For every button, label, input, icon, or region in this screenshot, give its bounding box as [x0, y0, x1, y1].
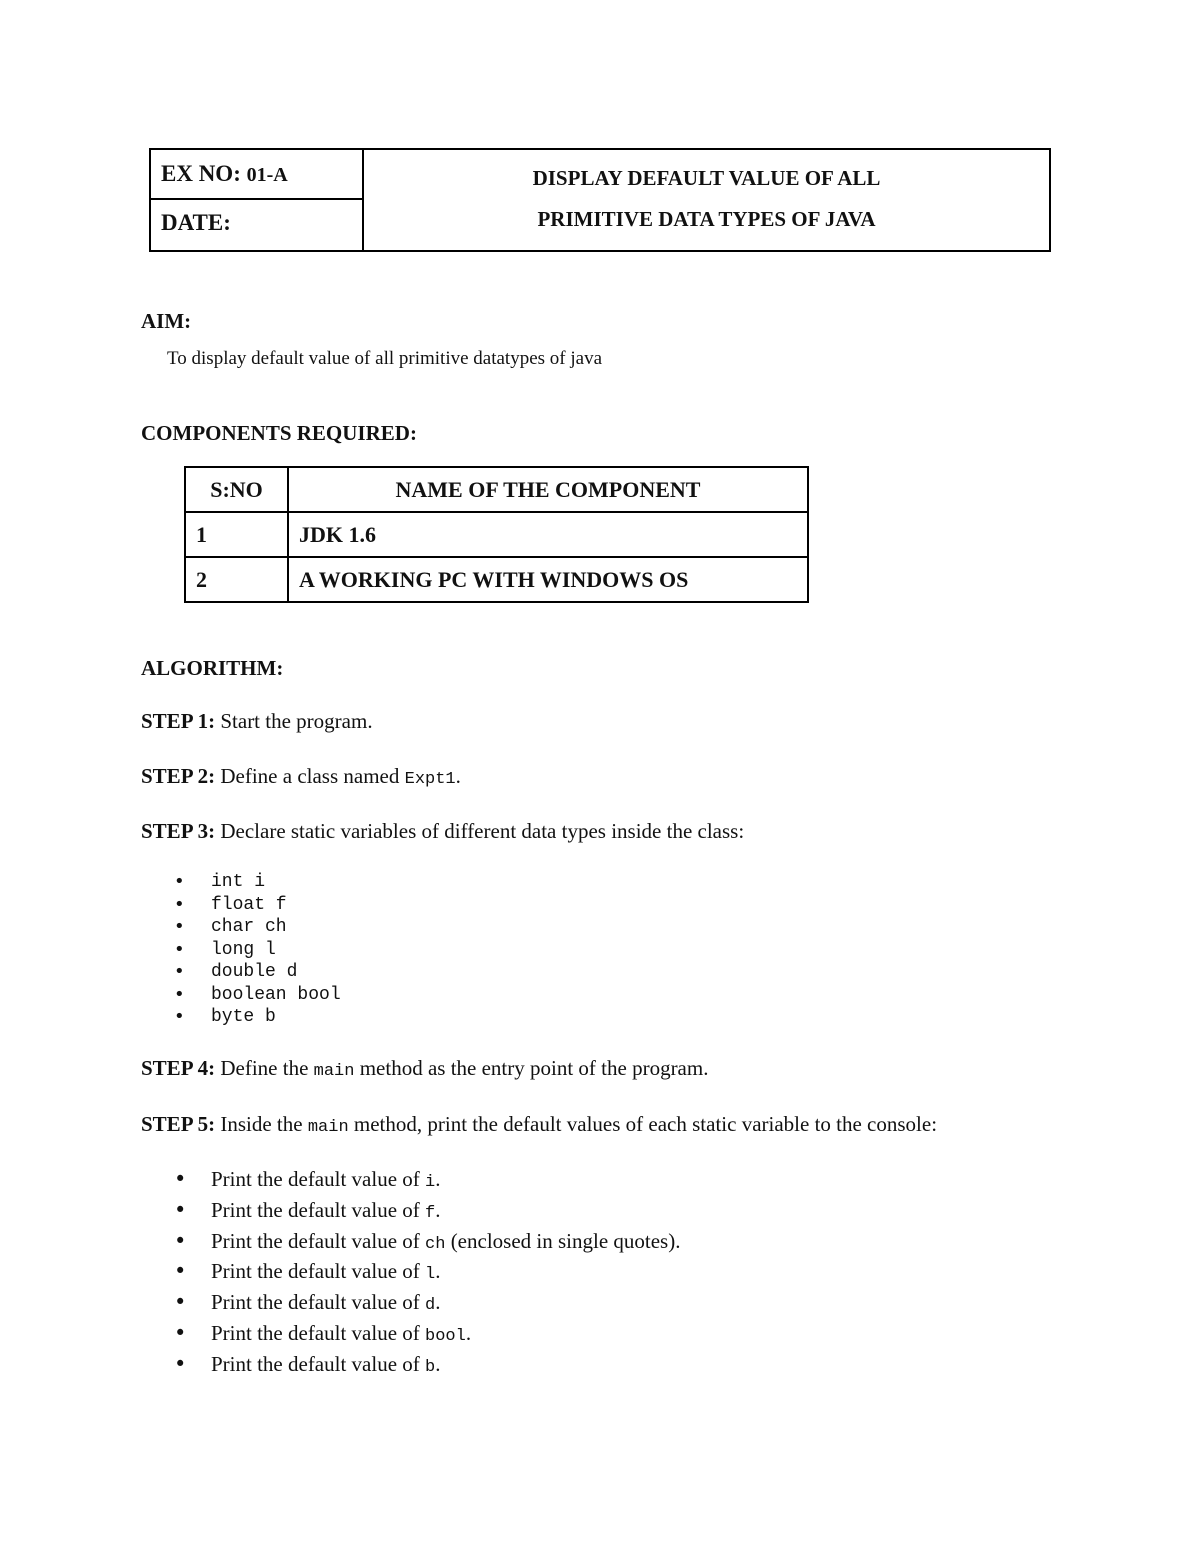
- item-text: Print the default value of: [211, 1259, 426, 1284]
- variable-code: f: [425, 1203, 436, 1223]
- experiment-header: [149, 148, 1051, 252]
- list-item: • char ch: [170, 916, 341, 939]
- variable-code: ch: [425, 1234, 446, 1254]
- ex-no-value: 01-A: [246, 164, 288, 186]
- date-label: DATE:: [161, 210, 231, 235]
- list-item: [170, 1228, 680, 1259]
- step-label: STEP 3:: [141, 819, 216, 843]
- variable-code: bool: [425, 1326, 466, 1346]
- table-cell-name: A WORKING PC WITH WINDOWS OS: [288, 557, 808, 602]
- step-label: STEP 1:: [141, 709, 216, 733]
- column-header-name: NAME OF THE COMPONENT: [288, 467, 808, 512]
- step-2: [141, 764, 461, 789]
- aim-heading: AIM:: [141, 309, 192, 333]
- item-text: Print the default value of: [211, 1228, 426, 1253]
- item-text: Print the default value of: [211, 1320, 426, 1345]
- print-steps-list: [170, 1166, 680, 1382]
- step-text: Define the: [220, 1056, 314, 1080]
- step-4: [141, 1056, 708, 1081]
- item-tail: .: [435, 1197, 441, 1222]
- item-text: Print the default value of: [211, 1351, 426, 1376]
- step-text: Inside the: [220, 1112, 308, 1136]
- aim-text: To display default value of all primitive datatypes of java: [167, 348, 603, 369]
- header-left-column: [151, 150, 364, 250]
- variable-code: d: [425, 1296, 436, 1316]
- item-tail: .: [435, 1167, 441, 1191]
- method-name-code: main: [313, 1062, 355, 1081]
- table-header-row: [185, 467, 808, 512]
- components-table: [184, 466, 809, 603]
- step-text-tail: method as the entry point of the program.: [354, 1056, 709, 1080]
- step-text: Declare static variables of different data types inside the class:: [220, 819, 745, 843]
- item-tail: .: [435, 1351, 441, 1376]
- table-cell-name: JDK 1.6: [288, 512, 808, 557]
- components-heading: COMPONENTS REQUIRED:: [141, 421, 417, 445]
- variable-code: b: [425, 1357, 436, 1377]
- item-text: Print the default value of: [211, 1167, 426, 1191]
- step-3: [141, 819, 744, 844]
- ex-no-label: EX NO:: [161, 161, 241, 186]
- title-line-2: PRIMITIVE DATA TYPES OF JAVA: [537, 207, 876, 231]
- list-item: [170, 1166, 680, 1197]
- step-label: STEP 2:: [141, 764, 216, 788]
- step-text: Define a class named: [220, 764, 405, 788]
- step-5: [141, 1112, 937, 1137]
- table-row: [185, 512, 808, 557]
- item-tail: .: [465, 1320, 472, 1345]
- step-label: STEP 5:: [141, 1112, 216, 1136]
- list-item: • boolean bool: [170, 984, 341, 1007]
- table-cell-sno: 1: [185, 512, 288, 557]
- title-line-1: DISPLAY DEFAULT VALUE OF ALL: [532, 166, 881, 190]
- variable-code: i: [425, 1173, 436, 1192]
- ex-no-cell: [151, 150, 362, 200]
- step-text-tail: .: [455, 764, 461, 788]
- step-text-tail: method, print the default values of each static variable to the console:: [348, 1112, 938, 1136]
- step-label: STEP 4:: [141, 1056, 216, 1080]
- step-1: [141, 709, 373, 734]
- date-cell: [151, 200, 362, 250]
- table-row: [185, 557, 808, 602]
- list-item: [170, 1289, 680, 1320]
- item-tail: .: [435, 1259, 441, 1284]
- list-item: • int i: [170, 871, 341, 894]
- list-item: [170, 1351, 680, 1382]
- list-item: [170, 1320, 680, 1351]
- experiment-title: [364, 158, 1049, 240]
- class-name-code: Expt1: [404, 770, 456, 789]
- item-tail: (enclosed in single quotes).: [445, 1228, 681, 1253]
- list-item: • float f: [170, 894, 341, 917]
- item-text: Print the default value of: [211, 1290, 426, 1315]
- variable-code: l: [425, 1265, 436, 1285]
- algorithm-heading: ALGORITHM:: [141, 656, 284, 680]
- column-header-sno: S:NO: [185, 467, 288, 512]
- item-tail: .: [435, 1290, 441, 1315]
- step-text: Start the program.: [220, 709, 373, 733]
- list-item: • long l: [170, 939, 341, 962]
- list-item: [170, 1197, 680, 1228]
- item-text: Print the default value of: [211, 1197, 426, 1222]
- variables-list: [170, 871, 341, 1029]
- list-item: • byte b: [170, 1006, 341, 1029]
- list-item: [170, 1258, 680, 1289]
- table-cell-sno: 2: [185, 557, 288, 602]
- method-name-code: main: [307, 1118, 349, 1137]
- list-item: • double d: [170, 961, 341, 984]
